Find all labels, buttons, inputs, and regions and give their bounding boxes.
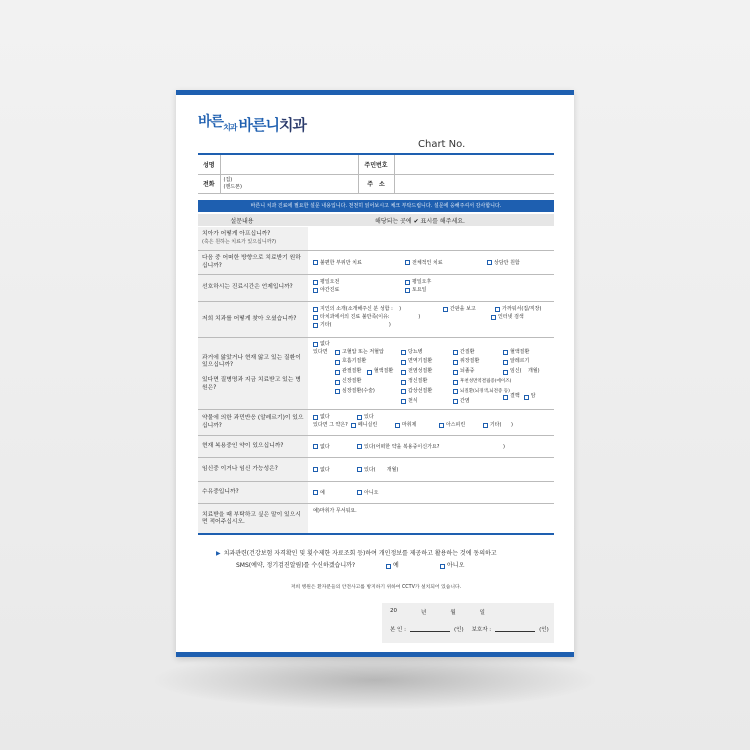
checkbox-icon [405, 260, 410, 265]
q7-option-has[interactable]: 있다(어떠한 약을 복용중이신가요? ) [357, 443, 505, 451]
checkbox-icon [401, 380, 406, 385]
q5-c4-2[interactable]: 임신( 개월) [503, 368, 540, 376]
checkbox-icon [491, 315, 496, 320]
q5-title: 과거에 앓았거나 현재 앓고 있는 질환이 있으십니까? [202, 354, 301, 369]
q6-option-aspirin[interactable]: 아스피린 [439, 421, 479, 429]
consent-yes[interactable]: 예 [386, 560, 436, 572]
checkbox-icon [401, 350, 406, 355]
q7-title: 현재 복용중인 약이 있으십니까? [198, 436, 308, 457]
q5-c3-2[interactable]: 뇌졸중 [453, 368, 475, 376]
q9-option-yes[interactable]: 예 [313, 489, 353, 497]
q8-option-has[interactable]: 있다( 개월) [357, 466, 398, 474]
address-label: 주 소 [358, 174, 394, 193]
checkbox-icon [313, 415, 318, 420]
q4-option-signboard[interactable]: 간판을 보고 [443, 305, 491, 313]
checkbox-icon [401, 399, 406, 404]
top-accent-bar [176, 90, 574, 95]
q3-option-saturday[interactable]: 토요일 [405, 286, 427, 294]
question-referral [198, 302, 554, 338]
checkbox-icon [453, 380, 458, 385]
resident-no-label: 주민번호 [358, 155, 394, 174]
checkbox-icon [495, 307, 500, 312]
checkbox-icon [487, 260, 492, 265]
instruction-banner: 바른니 치과 진료에 필요한 설문 내용입니다. 천천히 읽어보시고 체크 부탁드립니다. 설문에 응해주셔서 감사합니다. [198, 200, 554, 212]
q4-title: 저희 치과를 어떻게 찾아 오셨습니까? [198, 302, 308, 337]
checkbox-icon [503, 395, 508, 400]
checkbox-icon [386, 564, 391, 569]
q5-c2-5[interactable]: 천식 [401, 398, 418, 406]
q5-c1-3[interactable]: 혈액질환 [367, 368, 393, 376]
q9-option-no[interactable]: 아니오 [357, 489, 379, 497]
checkbox-icon [453, 389, 458, 394]
q5-c1-1[interactable]: 호흡기질환 [335, 358, 366, 366]
q5-c1-0[interactable]: 고혈압 또는 저혈압 [335, 349, 384, 357]
checkbox-icon [524, 395, 529, 400]
q1-title: 치아가 어떻게 아프십니까? [202, 231, 271, 237]
question-allergy [198, 410, 554, 436]
q5-c2-4[interactable]: 갑상선질환 [401, 388, 432, 396]
checkbox-icon [357, 415, 362, 420]
guardian-seal-label: (인) [539, 627, 549, 633]
checkbox-icon [503, 350, 508, 355]
checkbox-icon [313, 323, 318, 328]
q5-c2-3[interactable]: 정신질환 [401, 378, 427, 386]
checkbox-icon [439, 423, 444, 428]
q8-title: 임신중 이거나 임신 가능성은? [198, 458, 308, 481]
date-row [390, 608, 485, 616]
checkbox-icon [313, 280, 318, 285]
paper-shadow [150, 650, 600, 710]
checkbox-icon [335, 370, 340, 375]
checkbox-icon [313, 467, 318, 472]
checkbox-icon [313, 444, 318, 449]
q10-title: 치료받을 때 부탁하고 싶은 말이 있으시면 적어주십시오. [198, 504, 308, 534]
question-breastfeeding [198, 482, 554, 504]
checkbox-icon [357, 490, 362, 495]
q5-c1-4[interactable]: 신장질환 [335, 378, 361, 386]
checkbox-icon [401, 370, 406, 375]
checkbox-icon [503, 370, 508, 375]
consent-line1: 치과관련(건강보험 자격확인 및 횟수제한 자료조회 등)하여 개인정보를 제공하고 활용하는 것에 동의하고 [223, 550, 497, 557]
privacy-consent [216, 548, 556, 572]
q4-option-acquaintance[interactable]: 지인의 소개(소개해주신 분 성함 : ) [313, 305, 439, 313]
question-diseases [198, 338, 554, 410]
checkbox-icon [335, 389, 340, 394]
checkbox-icon [335, 380, 340, 385]
checkbox-icon [313, 307, 318, 312]
checkbox-icon [313, 260, 318, 265]
questionnaire-sheet [176, 90, 574, 657]
checkbox-icon [401, 360, 406, 365]
question-pregnancy [198, 458, 554, 482]
checkbox-icon [503, 360, 508, 365]
logo-text: 바른니치과 [238, 116, 306, 134]
q4-option-dissatisfied[interactable]: 타치과에서의 진료 불만족(이유: ) [313, 313, 487, 321]
checkbox-icon [313, 288, 318, 293]
checkbox-icon [313, 315, 318, 320]
q2-option-full[interactable]: 전체적인 치료 [405, 259, 483, 267]
question-preferred-time [198, 275, 554, 302]
checkbox-icon [483, 423, 488, 428]
checkbox-icon [335, 360, 340, 365]
q2-option-partial[interactable]: 불편한 부위만 치료 [313, 259, 401, 267]
date-day-label[interactable]: 일 [479, 610, 485, 616]
q6-option-penicillin[interactable]: 페니실린 [351, 421, 391, 429]
q5-c3-1[interactable]: 위장질환 [453, 358, 479, 366]
self-seal-label: (인) [453, 627, 464, 633]
question-medication [198, 436, 554, 458]
q5-c3-5[interactable]: 간염 [453, 398, 470, 406]
phone-label: 전화 [198, 174, 220, 193]
q3-option-weekday-pm[interactable]: 평일오후 [405, 278, 431, 286]
survey-bottom-divider [198, 533, 554, 535]
date-month-label[interactable]: 월 [450, 610, 456, 616]
resident-no-field[interactable] [394, 155, 554, 174]
q6-title: 약물에 의한 과민반응 (알레르기)이 있으십니까? [198, 410, 308, 435]
survey-header-right: 해당되는 곳에 ✔ 표시를 해주세요. [375, 217, 465, 225]
self-sign-field[interactable] [410, 627, 450, 632]
q3-option-weekday-am[interactable]: 평일오전 [313, 278, 401, 286]
q1-sub: (혹은 원하는 치료가 있으십니까?) [202, 238, 277, 245]
self-sign-label: 본 인 : [390, 627, 406, 633]
q6-option-other[interactable]: 기타( ) [483, 421, 513, 429]
checkbox-icon [453, 370, 458, 375]
bottom-accent-bar [176, 652, 574, 657]
checkbox-icon [367, 370, 372, 375]
q10-example: 예)마취가 무서워요. [313, 508, 357, 514]
checkbox-icon [443, 307, 448, 312]
logo-mark-icon: 바른$_{치과}$ [198, 113, 237, 132]
survey-header [198, 214, 554, 226]
q5-c4-1[interactable]: 알레르기 [503, 358, 529, 366]
q3-title: 선호하시는 진료시간은 언제입니까? [198, 275, 308, 301]
q10-answer-field[interactable] [308, 504, 554, 534]
checkbox-icon [453, 360, 458, 365]
checkbox-icon [401, 389, 406, 394]
q5-has-label: 있다면 [313, 348, 328, 355]
guardian-sign-field[interactable] [495, 627, 535, 632]
triangle-bullet-icon: ▶ [216, 550, 221, 557]
name-field[interactable] [220, 155, 358, 174]
chart-number-label: Chart No. [418, 139, 466, 150]
checkbox-icon [357, 444, 362, 449]
question-pain [198, 227, 554, 251]
q5-c3-3[interactable]: 후천성면역결핍증(에이즈) [453, 378, 511, 386]
q6-option-none[interactable]: 없다 [313, 413, 353, 421]
q7-option-none[interactable]: 없다 [313, 443, 353, 451]
q3-option-night[interactable]: 야간진료 [313, 286, 401, 294]
q9-title: 수유중입니까? [198, 482, 308, 503]
question-treatment-direction [198, 251, 554, 275]
q5-c2-0[interactable]: 당뇨병 [401, 349, 423, 357]
checkbox-icon [335, 350, 340, 355]
guardian-sign-label: 보호자 : [471, 627, 492, 633]
survey-header-left: 설문내용 [230, 217, 254, 225]
checkbox-icon [351, 423, 356, 428]
checkbox-icon [395, 423, 400, 428]
checkbox-icon [405, 280, 410, 285]
q8-option-none[interactable]: 없다 [313, 466, 353, 474]
q5-c3-4[interactable]: 뇌질환(뇌경색,뇌전증 등) [453, 388, 510, 396]
q5-extra-tuberculosis[interactable]: 결핵 [503, 393, 520, 401]
name-label: 성명 [198, 155, 220, 174]
date-year-prefix: 20 [390, 608, 397, 614]
date-year-label[interactable]: 년 [421, 610, 427, 616]
checkbox-icon [313, 490, 318, 495]
q5-c1-5[interactable]: 심장질환(수술) [335, 388, 375, 396]
q5-c2-2[interactable]: 전염성질환 [401, 368, 432, 376]
q4-option-nearby[interactable]: 가까워서(집/직장) [495, 305, 541, 313]
survey-questions [198, 227, 554, 534]
q5-c1-2[interactable]: 관절질환 [335, 368, 361, 376]
question-requests [198, 504, 554, 534]
patient-info-table [198, 155, 554, 194]
clinic-logo [198, 114, 306, 135]
checkbox-icon [313, 342, 318, 347]
q5-c2-1[interactable]: 면역기질환 [401, 358, 432, 366]
phone-field[interactable]: (집) (핸드폰) [220, 174, 358, 193]
address-field[interactable] [394, 174, 554, 193]
q6-option-anesthetic[interactable]: 마취제 [395, 421, 435, 429]
q5-c3-0[interactable]: 간질환 [453, 349, 475, 357]
q4-option-other[interactable]: 기타( ) [313, 321, 391, 329]
consent-no[interactable]: 아니오 [440, 560, 464, 572]
consent-line2: SMS(예약, 정기검진알림)를 수신하겠습니까? [236, 562, 356, 569]
checkbox-icon [453, 399, 458, 404]
signature-box [382, 603, 554, 643]
q5-extra-cancer[interactable]: 암 [524, 393, 536, 401]
q5-c4-0[interactable]: 혈액질환 [503, 349, 529, 357]
q2-title: 다음 중 어떠한 방향으로 치료받기 원하십니까? [198, 251, 308, 274]
q1-answer-field[interactable] [308, 227, 554, 250]
checkbox-icon [357, 467, 362, 472]
cctv-notice: 저희 병원은 환자분들의 안전사고를 방지하기 위하여 CCTV가 설치되어 있습니다. [290, 585, 462, 590]
checkbox-icon [440, 564, 445, 569]
checkbox-icon [405, 288, 410, 293]
q4-option-internet[interactable]: 인터넷 검색 [491, 313, 524, 321]
q6-has-label: 있다면 그 약은? [313, 422, 348, 428]
signer-row [390, 625, 549, 633]
checkbox-icon [453, 350, 458, 355]
q5-option-none[interactable]: 없다 [313, 341, 330, 349]
q6-option-has[interactable]: 있다 [357, 413, 374, 421]
q2-option-consult[interactable]: 상담만 원함 [487, 259, 520, 267]
q5-title2: 있다면 질병명과 지금 치료받고 있는 병원은? [202, 377, 301, 391]
